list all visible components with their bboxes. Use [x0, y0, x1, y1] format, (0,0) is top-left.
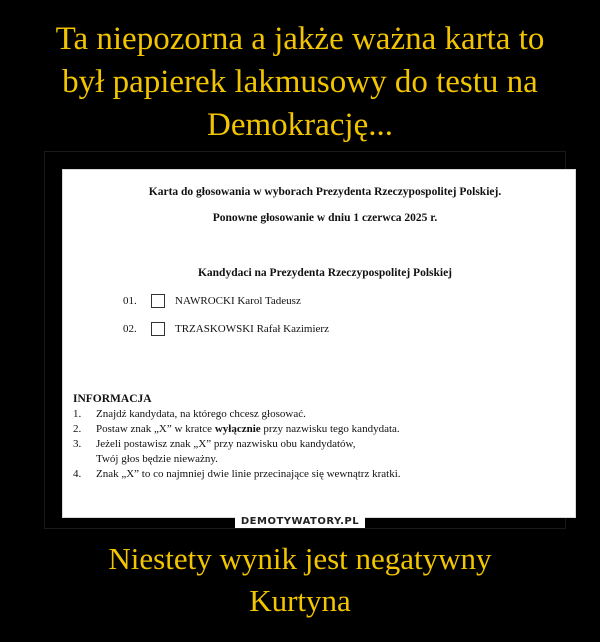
info-section: [73, 392, 401, 482]
vote-checkbox[interactable]: [151, 294, 165, 308]
info-number: 1.: [73, 408, 82, 420]
info-emphasis: wyłącznie: [214, 423, 261, 435]
candidate-number: 02.: [123, 323, 137, 335]
demotivator-caption: [0, 538, 600, 622]
candidate-name: NAWROCKI Karol Tadeusz: [175, 295, 301, 307]
candidate-row: [123, 294, 301, 308]
watermark-label[interactable]: DEMOTYWATORY.PL: [235, 515, 365, 528]
candidates-heading: Kandydaci na Prezydenta Rzeczypospolitej Polskiej: [197, 267, 453, 279]
info-item: [73, 407, 401, 422]
info-item: [73, 437, 401, 452]
demotivator-title: [0, 18, 600, 147]
caption-line-2: Kurtyna: [249, 583, 351, 618]
info-text: [96, 422, 400, 437]
ballot-card: [62, 169, 576, 518]
info-number: 4.: [73, 468, 82, 480]
title-line-2: był papierek lakmusowy do testu na: [62, 64, 538, 100]
info-item: [73, 422, 401, 437]
watermark: [0, 511, 600, 529]
title-line-3: Demokrację...: [207, 107, 393, 143]
info-text: Znajdź kandydata, na którego chcesz głosować.: [96, 408, 306, 420]
info-text-part: przy nazwisku tego kandydata.: [260, 423, 400, 435]
caption-line-1: Niestety wynik jest negatywny: [108, 541, 492, 576]
title-line-1: Ta niepozorna a jakże ważna karta to: [55, 21, 545, 57]
info-item: [73, 467, 401, 482]
info-text: Jeżeli postawisz znak „X” przy nazwisku obu kandydatów,: [96, 438, 356, 450]
ballot-title: Karta do głosowania w wyborach Prezydenta Rzeczypospolitej Polskiej.: [148, 186, 502, 198]
vote-checkbox[interactable]: [151, 322, 165, 336]
info-text-part: Postaw znak „X” w kratce: [96, 423, 215, 435]
candidate-name: TRZASKOWSKI Rafał Kazimierz: [175, 323, 329, 335]
info-number: 3.: [73, 438, 82, 450]
ballot-date: Ponowne głosowanie w dniu 1 czerwca 2025 r.: [212, 212, 438, 224]
candidate-row: [123, 322, 329, 336]
info-number: 2.: [73, 423, 82, 435]
info-text-continuation: Twój głos będzie nieważny.: [96, 453, 218, 465]
candidate-number: 01.: [123, 295, 137, 307]
info-text: Znak „X” to co najmniej dwie linie przecinające się wewnątrz kratki.: [96, 468, 401, 480]
info-heading: INFORMACJA: [73, 393, 152, 405]
